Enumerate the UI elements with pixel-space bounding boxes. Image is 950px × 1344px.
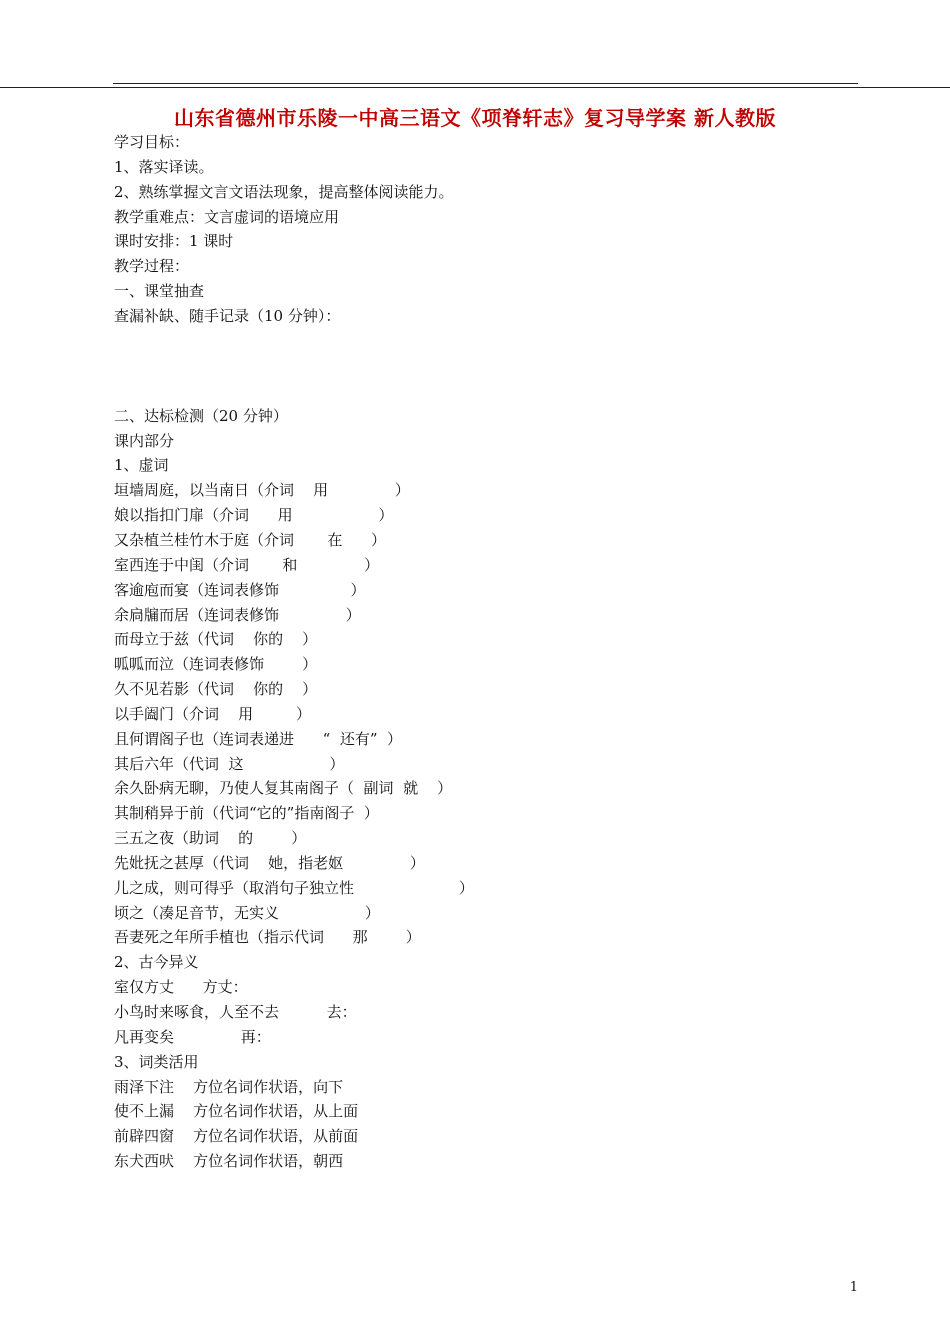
text-line: 而母立于兹（代词 你的 ） (114, 630, 318, 649)
text-line: 教学过程： (114, 257, 190, 276)
text-line: 久不见若影（代词 你的 ） (114, 680, 318, 699)
text-line: 吾妻死之年所手植也（指示代词 那 ） (114, 928, 421, 947)
text-line: 课时安排：1 课时 (114, 232, 234, 251)
text-line: 二、达标检测（20 分钟） (114, 406, 288, 425)
text-line: 东犬西吠 方位名词作状语，朝西 (114, 1152, 344, 1171)
page-number: 1 (849, 1280, 858, 1295)
document-body (114, 130, 854, 1174)
text-line: 课内部分 (114, 431, 175, 450)
header-rule (113, 83, 858, 84)
text-line: 雨泽下注 方位名词作状语，向下 (114, 1077, 344, 1096)
text-line: 一、课堂抽查 (114, 282, 205, 301)
document-title: 山东省德州市乐陵一中高三语文《项脊轩志》复习导学案 新人教版 (174, 106, 776, 130)
text-line: 前辟四窗 方位名词作状语，从前面 (114, 1127, 359, 1146)
text-line: 其后六年（代词 这 ） (114, 754, 345, 773)
text-line: 余久卧病无聊，乃使人复其南阁子（ 副词 就 ） (114, 779, 453, 798)
text-line: 三五之夜（助词 的 ） (114, 829, 307, 848)
text-line: 且何谓阁子也（连词表递进 “ 还有” ） (114, 729, 403, 748)
text-line: 娘以指扣门扉（介词 用 ） (114, 506, 394, 525)
text-line: 小鸟时来啄食，人至不去 去： (114, 1003, 357, 1021)
page-top-rule (0, 87, 950, 88)
body-block-exercises (114, 404, 854, 1174)
text-line: 先妣抚之甚厚（代词 她，指老妪 ） (114, 853, 425, 872)
text-line: 凡再变矣 再： (114, 1027, 271, 1046)
text-line: 查漏补缺、随手记录（10 分钟）： (114, 306, 341, 325)
text-line: 室仅方丈 方丈： (114, 978, 248, 997)
text-line: 呱呱而泣（连词表修饰 ） (114, 655, 318, 674)
blank-space (114, 329, 854, 404)
text-line: 1、虚词 (114, 456, 169, 475)
text-line: 垣墙周庭，以当南日（介词 用 ） (114, 481, 410, 500)
text-line: 以手阖门（介词 用 ） (114, 704, 311, 723)
text-line: 其制稍异于前（代词“它的”指南阁子 ） (114, 804, 379, 823)
text-line: 2、古今异义 (114, 953, 199, 972)
text-line: 2、熟练掌握文言文语法现象，提高整体阅读能力。 (114, 182, 454, 201)
text-line: 顷之（凑足音节，无实义 ） (114, 903, 380, 922)
text-line: 学习目标： (114, 133, 190, 151)
text-line: 儿之成，则可得乎（取消句子独立性 ） (114, 878, 474, 897)
text-line: 3、词类活用 (114, 1052, 199, 1071)
text-line: 教学重难点：文言虚词的语境应用 (114, 207, 340, 226)
text-line: 1、落实译读。 (114, 157, 214, 176)
text-line: 又杂植兰桂竹木于庭（介词 在 ） (114, 530, 386, 549)
text-line: 客逾庖而宴（连词表修饰 ） (114, 580, 366, 599)
body-block-objectives (114, 130, 854, 329)
text-line: 室西连于中闺（介词 和 ） (114, 555, 380, 574)
text-line: 使不上漏 方位名词作状语，从上面 (114, 1102, 359, 1121)
text-line: 余扃牖而居（连词表修饰 ） (114, 605, 361, 624)
